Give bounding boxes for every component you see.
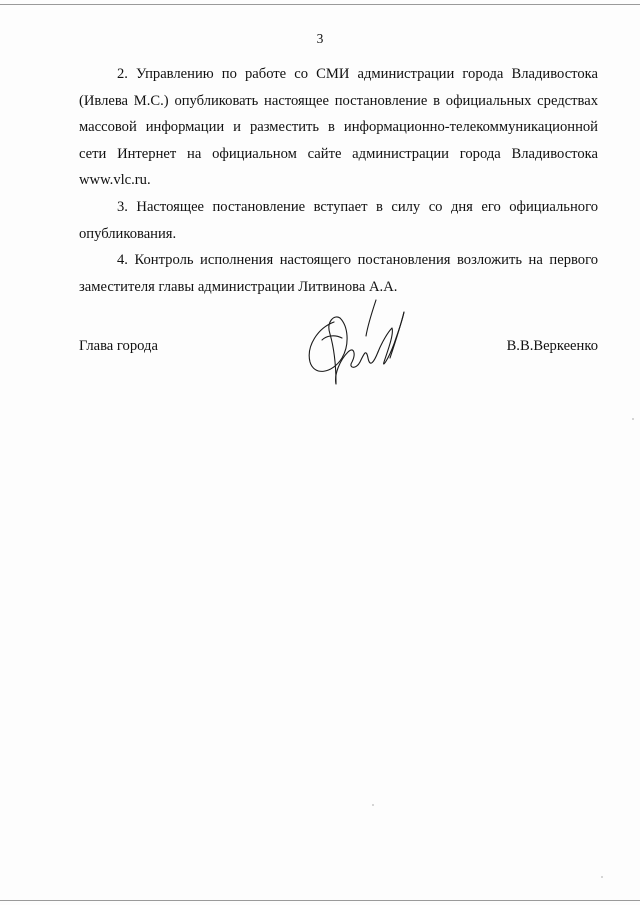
top-edge-line bbox=[0, 4, 640, 5]
paragraph-2: 2. Управлению по работе со СМИ администрации города Владивостока (Ивлева М.С.) опубликовать настоящее постановление в официальных средствах массовой информации и разместить в информационно-телекоммуникационной сети Интернет на официальном сайте администрации города Владивостока www.vlc.ru. bbox=[79, 66, 598, 189]
bottom-edge-line bbox=[0, 900, 640, 901]
signatory-name: В.В.Веркеенко bbox=[506, 338, 598, 354]
paragraph-4: 4. Контроль исполнения настоящего постановления возложить на первого заместителя главы администрации Литвинова А.А. bbox=[79, 252, 598, 295]
handwritten-signature bbox=[296, 288, 416, 398]
document-body bbox=[79, 61, 598, 300]
page-number: 3 bbox=[316, 31, 324, 46]
scan-speck bbox=[632, 418, 634, 420]
position-title: Глава города bbox=[79, 338, 158, 354]
paragraph-3: 3. Настоящее постановление вступает в силу со дня его официального опубликования. bbox=[79, 198, 598, 242]
scan-speck bbox=[372, 804, 374, 806]
scan-speck bbox=[601, 876, 603, 878]
